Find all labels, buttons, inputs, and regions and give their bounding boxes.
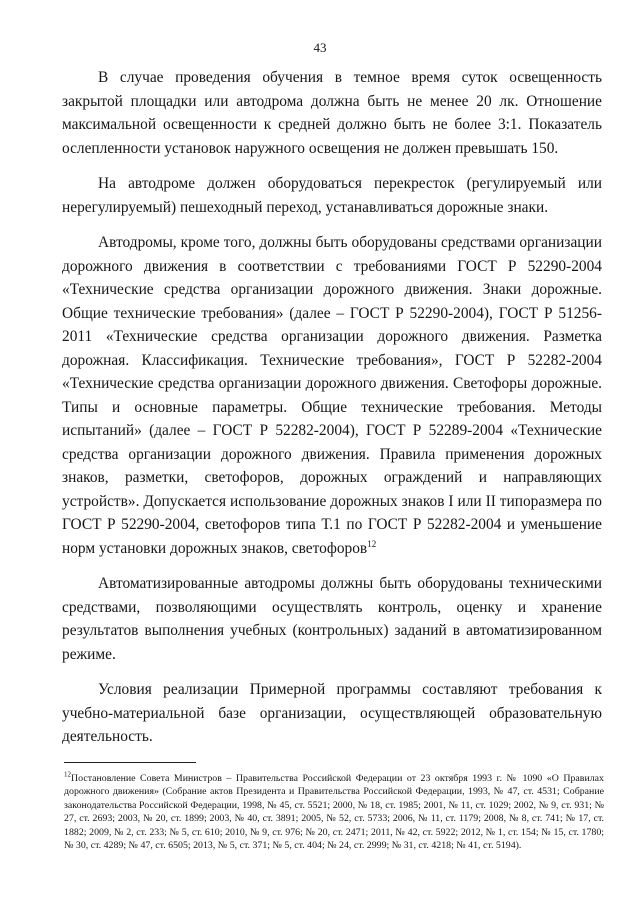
- page-number: 43: [313, 40, 327, 55]
- paragraph-traffic-control: [62, 231, 602, 560]
- footnote-reference: 12: [367, 538, 377, 549]
- paragraph-automated-autodromes: Автоматизированные автодромы должны быть оборудованы техническими средствами, позволяющими осуществлять контроль, оценку и хранение результатов выполнения учебных (контрольных) заданий в автоматизированном режиме.: [62, 575, 602, 663]
- footnote-text: Постановление Совета Министров – Правительства Российской Федерации от 23 октября 1993 г. № 1090 «О Правилах дорожного движения» (Собрание актов Президента и Правительства Российской Федерации, 1993, № 47, ст. 4531; Собрание законодательства Российской Федерации, 1998, № 45, ст. 5521; 2000, № 18, ст. 1985; 2001, № 11, ст. 1029; 2002, № 9, ст. 931; № 27, ст. 2693; 2003, № 20, ст. 1899; 2003, № 40, ст. 3891; 2005, № 52, ст. 5733; 2006, № 11, ст. 1179; 2008, № 8, ст. 741; № 17, ст. 1882; 2009, № 2, ст. 233; № 5, ст. 610; 2010, № 9, ст. 976; № 20, ст. 2471; 2011, № 42, ст. 5922; 2012, № 1, ст. 154; № 15, ст. 1780; № 30, ст. 4289; № 47, ст. 6505; 2013, № 5, ст. 371; № 5, ст. 404; № 24, ст. 2999; № 31, ст. 4218; № 41, ст. 5194).: [64, 773, 604, 852]
- paragraph-traffic-control-text: Автодромы, кроме того, должны быть оборудованы средствами организации дорожного движения в соответствии с требованиями ГОСТ Р 52290-2004 «Технические средства организации дорожного движения. Знаки дорожные. Общие технические требования» (далее – ГОСТ Р 52290-2004), ГОСТ Р 51256-2011 «Технические средства организации дорожного движения. Разметка дорожная. Классификация. Технические требования», ГОСТ Р 52282-2004 «Технические средства организации дорожного движения. Светофоры дорожные. Типы и основные параметры. Общие технические требования. Методы испытаний» (далее – ГОСТ Р 52282-2004), ГОСТ Р 52289-2004 «Технические средства организации дорожного движения. Правила применения дорожных знаков, разметки, светофоров, дорожных ограждений и направляющих устройств». Допускается использование дорожных знаков I или II типоразмера по ГОСТ Р 52290-2004, светофоров типа Т.1 по ГОСТ Р 52282-2004 и уменьшение норм установки дорожных знаков, светофоров: [62, 234, 602, 557]
- body-text: [62, 66, 602, 749]
- paragraph-intersection: На автодроме должен оборудоваться перекресток (регулируемый или нерегулируемый) пешеходный переход, устанавливаться дорожные знаки.: [62, 175, 602, 216]
- paragraph-program-conditions: Условия реализации Примерной программы составляют требования к учебно-материальной базе организации, осуществляющей образовательную деятельность.: [62, 681, 602, 745]
- paragraph-lighting: В случае проведения обучения в темное время суток освещенность закрытой площадки или автодрома должна быть не менее 20 лк. Отношение максимальной освещенности к средней должно быть не более 3:1. Показатель ослепленности установок наружного освещения не должен превышать 150.: [62, 69, 602, 157]
- footnote: [64, 772, 604, 852]
- footnote-marker: 12: [64, 770, 71, 779]
- footnote-separator: [64, 762, 196, 763]
